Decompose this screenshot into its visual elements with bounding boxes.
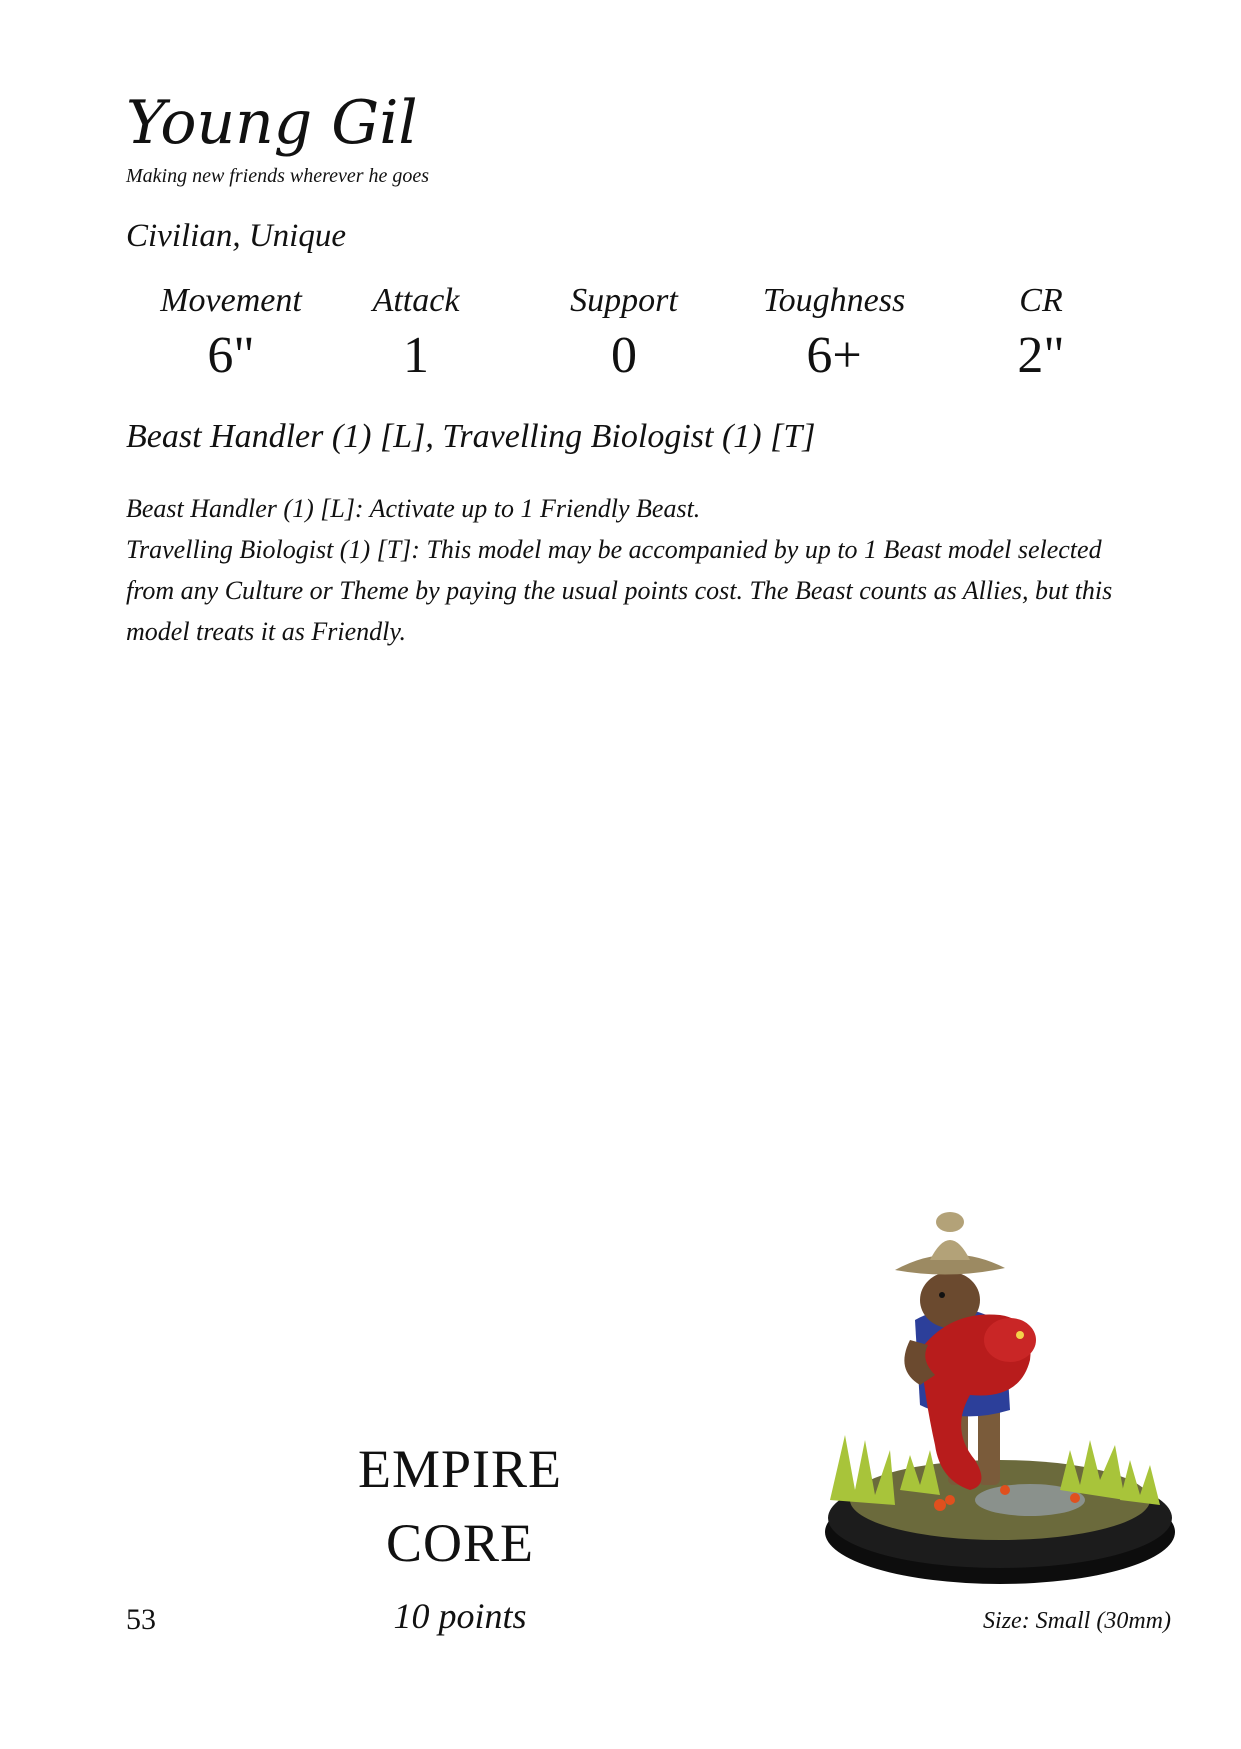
- stat-support: [519, 278, 729, 388]
- stat-label: Toughness: [762, 282, 906, 319]
- model-name: Young Gil: [126, 88, 418, 158]
- rule-travelling-biologist: Travelling Biologist (1) [T]: This model may be accompanied by up to 1 Beast model selected from any Culture or Theme by paying the usual points cost. The Beast counts as Allies, but this model treats it as Friendly.: [126, 535, 1113, 646]
- faction-list: CORE: [385, 1513, 535, 1573]
- model-tagline: Making new friends wherever he goes: [126, 165, 430, 187]
- stat-label: Support: [570, 282, 678, 319]
- model-keywords: Civilian, Unique: [126, 218, 346, 254]
- stat-value: 0: [611, 327, 637, 384]
- faction-name: EMPIRE: [357, 1439, 563, 1499]
- stat-value: 1: [403, 327, 429, 384]
- rule-beast-handler: Beast Handler (1) [L]: Activate up to 1 Friendly Beast.: [126, 494, 701, 523]
- stat-value: 6+: [806, 327, 862, 384]
- hat-knot: [936, 1212, 964, 1232]
- beast-eye: [1016, 1331, 1024, 1339]
- stat-label: Movement: [160, 282, 302, 319]
- stat-label: Attack: [372, 282, 460, 319]
- beast-head: [984, 1318, 1036, 1362]
- stat-value: 2": [1017, 327, 1065, 384]
- faction-label: [330, 1432, 590, 1580]
- hat-crown: [930, 1240, 970, 1260]
- stat-label: CR: [1019, 282, 1063, 319]
- stat-toughness: [729, 278, 939, 388]
- stat-attack: [311, 278, 521, 388]
- rules-text: [126, 488, 1116, 652]
- miniature-figure-photo: [800, 1200, 1180, 1600]
- stat-movement: [126, 278, 336, 388]
- points-cost: 10 points: [393, 1596, 527, 1636]
- stat-cr: [936, 278, 1146, 388]
- stat-line: [126, 278, 1126, 388]
- stat-value: 6": [207, 327, 255, 384]
- abilities-summary: Beast Handler (1) [L], Travelling Biologist (1) [T]: [126, 418, 816, 455]
- page-number: 53: [126, 1603, 156, 1636]
- base-size: Size: Small (30mm): [983, 1608, 1171, 1634]
- eye: [939, 1292, 945, 1298]
